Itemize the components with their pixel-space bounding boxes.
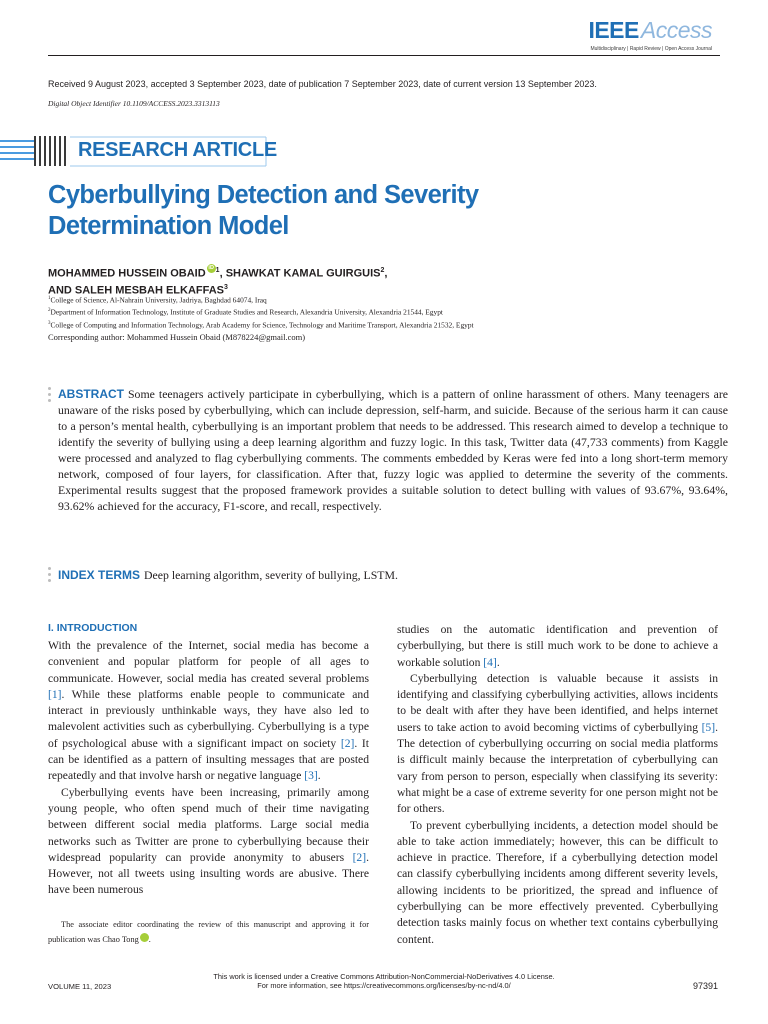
author-list: [48, 264, 608, 297]
abstract: [58, 386, 728, 514]
volume-label: VOLUME 11, 2023: [48, 982, 112, 991]
license-line: This work is licensed under a Creative Commons Attribution-NonCommercial-NoDerivatives 4.0 License.: [213, 972, 555, 981]
author-name: , SHAWKAT KAMAL GUIRGUIS: [219, 267, 381, 280]
text-run: . However, not all tweets using insulting words are abusive. There have been numerous: [48, 850, 369, 897]
affiliation-number: 2: [48, 308, 51, 314]
right-column: [397, 622, 718, 948]
text-run: studies on the automatic identification and prevention of cyberbullying, but there is still much work to be done to achieve a workable solution: [397, 623, 718, 669]
article-type-label: RESEARCH ARTICLE: [78, 139, 277, 161]
editor-footnote: [48, 918, 369, 947]
logo-tagline: Multidisciplinary | Rapid Review | Open Access Journal: [590, 46, 712, 52]
citation-link[interactable]: [1]: [48, 687, 62, 701]
abstract-text: Some teenagers actively participate in cyberbullying, which is a pattern of online harassment of others. Many teenagers are unaware of the risks posed by cyberbullying, which can include depression, self-harm, and suicide. Because of the serious harm it can cause to a person’s mental health, cyberbullying is an important problem that needs to be addressed. This research aimed to develop a technique to identify the severity of bullying using a deep learning algorithm and fuzzy logic. In this task, Twitter data (47,733 comments) from Kaggle were processed and analyzed to flag cyberbullying comments. The comments embedded by Keras were fed into a long short-term memory network, composed of four layers, for classification. After that, fuzzy logic was applied to determine the severity of the comments. Experimental results suggest that the proposed framework provides a suitable solution to detect bulling with values of 93.67%, 93.64%, 93.62% achieved for the accuracy, F1-score, and recall, respectively.: [58, 387, 728, 513]
text-run: Cyberbullying events have been increasing, primarily among young people, who often spend much of their time navigating between different social media platforms. Large social media networks such as Twitter are prone to cyberbullying because their widespread popularity can provide anonymity to abusers: [48, 785, 369, 864]
header-rule: [48, 55, 720, 56]
journal-logo: [588, 17, 712, 44]
orcid-icon[interactable]: iD: [208, 265, 214, 271]
text-run: Cyberbullying detection is valuable because it assists in identifying and classifying cyberbullying activities, allows incidents to be dealt with after they have been identified, and helps internet users to take action to avoid becoming victims of cyberbullying: [397, 671, 718, 734]
affiliation-number: 1: [48, 296, 51, 301]
text-run: .: [317, 769, 321, 783]
doi: Digital Object Identifier 10.1109/ACCESS.2023.3313113: [48, 99, 220, 108]
paragraph: To prevent cyberbullying incidents, a detection model should be able to take action immediately; however, this can be difficult to achieve in practice. Therefore, if a cyberbullying detection model can classify cyberbullying incidents among different severity levels, allowing incidents to be prioritized, the spread and influence of cyberbullying can be more effectively prevented. Cyberbullying detection tasks mainly focus on whether text contains cyberbullying content.: [397, 818, 718, 946]
page-number: 97391: [692, 981, 718, 991]
author-affil-sup: 1: [215, 267, 220, 274]
citation-link[interactable]: [4]: [483, 655, 497, 669]
affiliation: [48, 306, 668, 318]
paragraph: [48, 785, 369, 899]
affiliation-text: College of Science, Al-Nahrain University, Jadriya, Baghdad 64074, Iraq: [50, 295, 267, 305]
paragraph: [397, 622, 718, 671]
license-link[interactable]: For more information, see https://creativecommons.org/licenses/by-nc-nd/4.0/: [257, 981, 511, 990]
paper-title: Cyberbullying Detection and Severity Determination Model: [48, 181, 479, 240]
abstract-label: ABSTRACT: [58, 387, 124, 401]
author-affil-sup: 2: [380, 267, 385, 274]
author-separator: ,: [384, 267, 388, 280]
footnote-text: The associate editor coordinating the review of this manuscript and approving it for publication was Chao Tong: [48, 920, 369, 944]
abstract-dots-icon: [48, 387, 52, 405]
citation-link[interactable]: [2]: [352, 850, 367, 864]
affiliation-text: College of Computing and Information Technology, Arab Academy for Science, Technology and Maritime Transport, Alexandria 21532, Egypt: [50, 320, 474, 329]
citation-link[interactable]: [5]: [701, 720, 716, 734]
index-terms-label: INDEX TERMS: [58, 568, 141, 582]
logo-access: Access: [640, 17, 712, 43]
affiliation-number: 3: [48, 320, 51, 326]
left-column: [48, 638, 369, 899]
text-run: . While these platforms enable people to communicate and interact in previously unthinkable ways, they have also led to malevolent activities such as cyberbullying. Cyberbullying is a type of psychological abuse with a significant impact on society: [48, 687, 369, 750]
text-run: . It can be identified as a pattern of insulting messages that are posted repeatedly and that involve harsh or negative language: [48, 736, 369, 783]
logo-ieee: IEEE: [588, 17, 639, 43]
affiliations: [48, 294, 668, 331]
text-run: .: [496, 655, 500, 669]
text-run: With the prevalence of the Internet, social media has become a convenient and popular platform for people of all ages to communicate. However, social media has created several problems: [48, 639, 369, 685]
affiliation: [48, 294, 668, 306]
citation-link[interactable]: [2]: [340, 736, 355, 750]
affiliation: [48, 319, 668, 331]
author-name: MOHAMMED HUSSEIN OBAID: [48, 267, 206, 280]
index-terms-dots-icon: [48, 567, 52, 585]
section-heading: I. INTRODUCTION: [48, 622, 138, 634]
paragraph: [48, 638, 369, 785]
corresponding-author: Corresponding author: Mohammed Hussein Obaid (M878224@gmail.com): [48, 332, 306, 342]
paragraph: [397, 671, 718, 818]
index-terms-text: Deep learning algorithm, severity of bullying, LSTM.: [144, 568, 398, 582]
affiliation-text: Department of Information Technology, Institute of Graduate Studies and Research, Alexandria University, Alexandria 21544, Egypt: [50, 307, 443, 317]
orcid-icon[interactable]: iD: [140, 933, 149, 942]
footnote-end: .: [148, 934, 151, 944]
text-run: . The detection of cyberbullying occurring on social media platforms is difficult mainly because the interpretation of cyberbullying can vary from person to person, especially when classifying its severity: what might be a case of extreme severity for one person might not be for others.: [397, 720, 718, 816]
license-notice: [0, 972, 768, 990]
received-dates: Received 9 August 2023, accepted 3 September 2023, date of publication 7 September 2023, date of current version 13 September 2023.: [48, 79, 597, 89]
index-terms: [58, 567, 728, 583]
citation-link[interactable]: [3]: [304, 769, 318, 783]
author-affil-sup: 3: [224, 283, 228, 291]
author-name: AND SALEH MESBAH ELKAFFAS: [48, 284, 225, 297]
